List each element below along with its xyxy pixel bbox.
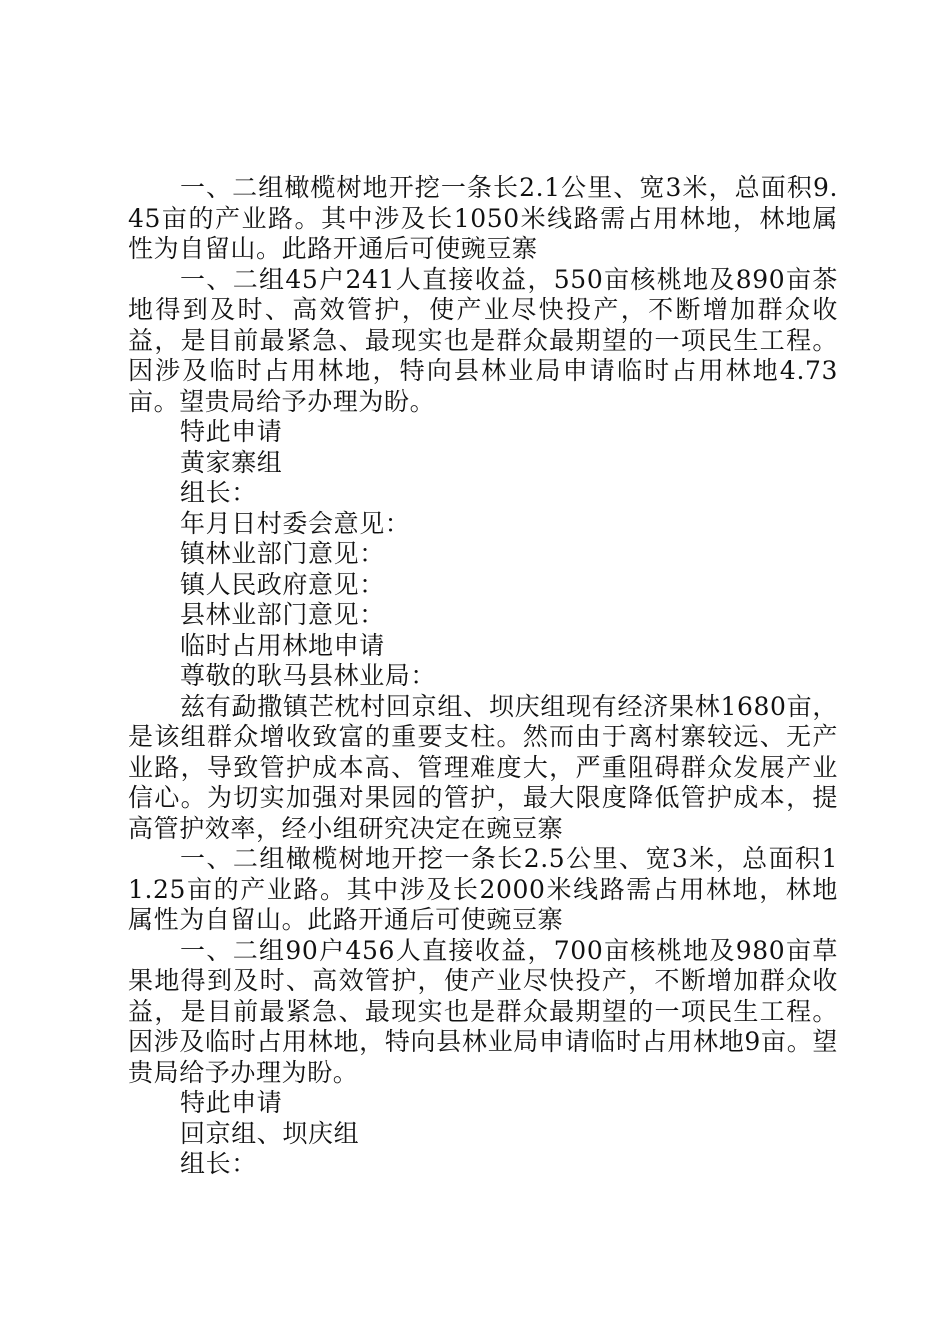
paragraph: 一、二组90户456人直接收益，700亩核桃地及980亩草果地得到及时、高效管护，使产业尽快投产，不断增加群众收益，是目前最紧急、最现实也是群众最期望的一项民生工程。因涉及临时占用林地，特向县林业局申请临时占用林地9亩。望贵局给予办理为盼。 <box>128 935 838 1087</box>
paragraph: 县林业部门意见： <box>180 600 385 629</box>
paragraph: 兹有勐撒镇芒枕村回京组、坝庆组现有经济果林1680亩，是该组群众增收致富的重要支柱。然而由于离村寨较远、无产业路，导致管护成本高、管理难度大，严重阻碍群众发展产业信心。为切实加强对果园的管护，最大限度降低管护成本，提高管护效率，经小组研究决定在豌豆寨 <box>128 691 838 843</box>
paragraph: 黄家寨组 <box>180 447 283 477</box>
paragraph: 镇林业部门意见： <box>180 539 385 568</box>
paragraph: 一、二组橄榄树地开挖一条长2.5公里、宽3米，总面积11.25亩的产业路。其中涉及长2000米线路需占用林地，林地属性为自留山。此路开通后可使豌豆寨 <box>128 844 838 934</box>
paragraph: 一、二组橄榄树地开挖一条长2.1公里、宽3米，总面积9.45亩的产业路。其中涉及长1050米线路需占用林地，林地属性为自留山。此路开通后可使豌豆寨 <box>128 173 838 263</box>
paragraph: 临时占用林地申请 <box>180 630 385 660</box>
paragraph: 年月日村委会意见： <box>180 508 411 538</box>
paragraph: 尊敬的耿马县林业局： <box>180 661 437 690</box>
paragraph: 特此申请 <box>180 417 283 446</box>
paragraph: 一、二组45户241人直接收益，550亩核桃地及890亩茶地得到及时、高效管护，使产业尽快投产，不断增加群众收益，是目前最紧急、最现实也是群众最期望的一项民生工程。因涉及临时占用林地，特向县林业局申请临时占用林地4.73亩。望贵局给予办理为盼。 <box>128 264 838 416</box>
paragraph: 回京组、坝庆组 <box>180 1118 360 1148</box>
paragraph: 镇人民政府意见： <box>180 569 385 599</box>
document-body <box>128 173 838 1180</box>
paragraph: 组长： <box>180 478 257 507</box>
paragraph: 组长： <box>180 1149 257 1178</box>
paragraph: 特此申请 <box>180 1088 283 1117</box>
